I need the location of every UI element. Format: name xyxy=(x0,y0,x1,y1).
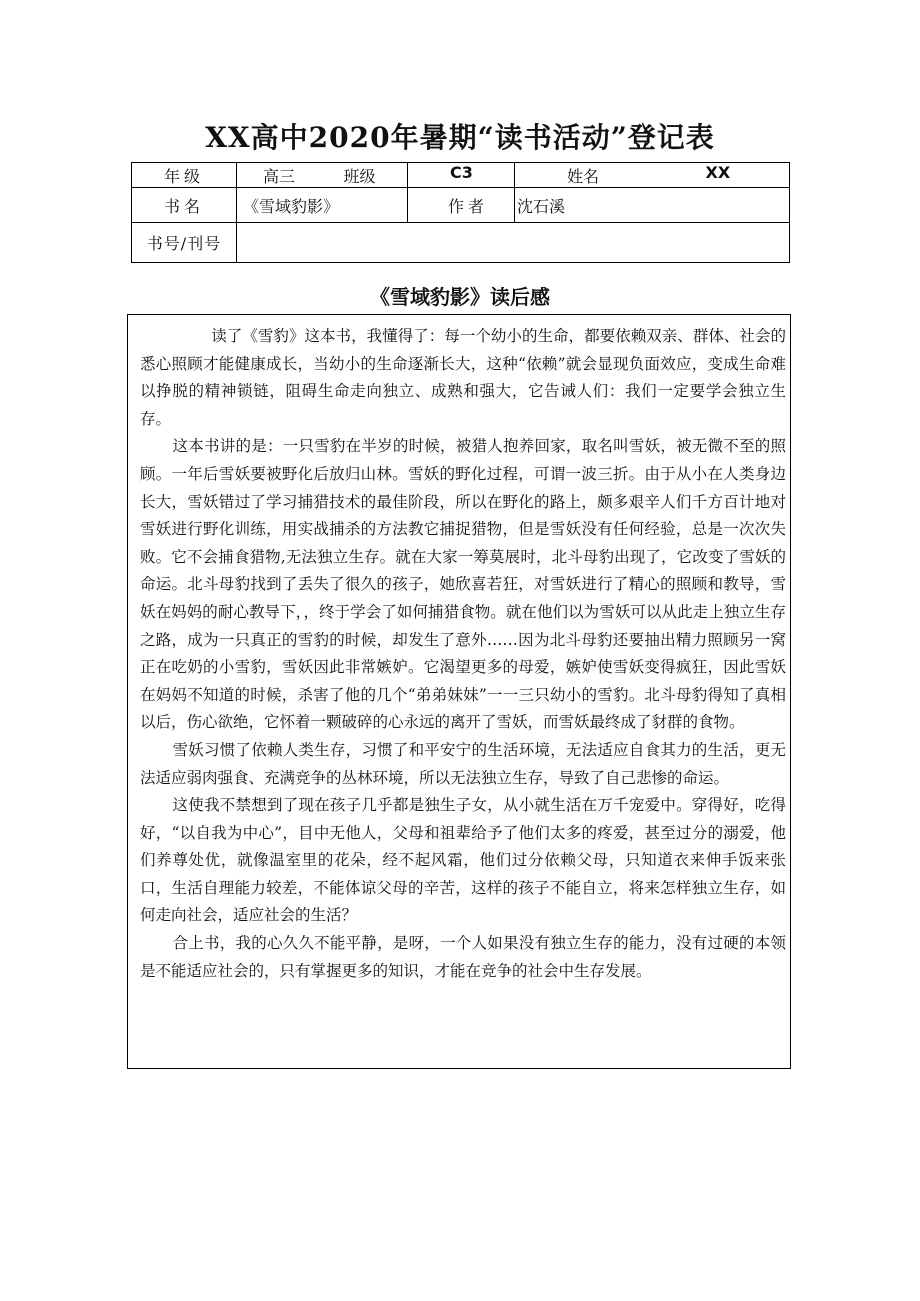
essay-paragraph-5: 合上书，我的心久久不能平静，是呀，一个人如果没有独立生存的能力，没有过硬的本领是不能适应社会的，只有掌握更多的知识，才能在竞争的社会中生存发展。 xyxy=(140,934,786,980)
class-value: C3 xyxy=(408,163,515,188)
grade-label: 年级 xyxy=(132,163,237,188)
form-row-isbn xyxy=(132,223,790,263)
form-row-student xyxy=(132,163,790,188)
author-value: 沈石溪 xyxy=(515,188,790,223)
essay-paragraph-1: 读了《雪豹》这本书，我懂得了：每一个幼小的生命，都要依赖双亲、群体、社会的悉心照顾才能健康成长，当幼小的生命逐渐长大，这种“依赖”就会显现负面效应，变成生命难以挣脱的精神锁链，阻碍生命走向独立、成熟和强大，它告诫人们：我们一定要学会独立生存。 xyxy=(140,327,786,428)
essay-paragraph-4: 这使我不禁想到了现在孩子几乎都是独生子女，从小就生活在万千宠爱中。穿得好，吃得好，“以自我为中心”，目中无他人，父母和祖辈给予了他们太多的疼爱，甚至过分的溺爱，他们养尊处优，就像温室里的花朵，经不起风霜，他们过分依赖父母，只知道衣来伸手饭来张口，生活自理能力较差，不能体谅父母的辛苦，这样的孩子不能自立，将来怎样独立生存，如何走向社会，适应社会的生活？ xyxy=(140,796,786,925)
author-label: 作者 xyxy=(408,188,515,223)
essay-paragraph-3: 雪妖习惯了依赖人类生存，习惯了和平安宁的生活环境，无法适应自食其力的生活，更无法适应弱肉强食、充满竞争的丛林环境，所以无法独立生存，导致了自己悲惨的命运。 xyxy=(140,740,786,787)
essay-title: 《雪域豹影》读后感 xyxy=(370,285,550,309)
form-row-book xyxy=(132,188,790,223)
essay-paragraph-2: 这本书讲的是：一只雪豹在半岁的时候，被猎人抱养回家，取名叫雪妖，被无微不至的照顾。一年后雪妖要被野化后放归山林。雪妖的野化过程，可谓一波三折。由于从小在人类身边长大，雪妖错过了学习捕猎技术的最佳阶段，所以在野化的路上，颇多艰辛人们千方百计地对雪妖进行野化训练，用实战捕杀的方法教它捕捉猎物，但是雪妖没有任何经验，总是一次次失败。它不会捕食猎物,无法独立生存。就在大家一筹莫展时，北斗母豹出现了，它改变了雪妖的命运。北斗母豹找到了丢失了很久的孩子，她欣喜若狂，对雪妖进行了精心的照顾和教导，雪妖在妈妈的耐心教导下，，终于学会了如何捕猎食物。就在他们以为雪妖可以从此走上独立生存之路，成为一只真正的雪豹的时候，却发生了意外……因为北斗母豹还要抽出精力照顾另一窝正在吃奶的小雪豹，雪妖因此非常嫉妒。它渴望更多的母爱，嫉妒使雪妖变得疯狂，因此雪妖在妈妈不知道的时候，杀害了他的几个“弟弟妹妹”一一三只幼小的雪豹。北斗母豹得知了真相以后，伤心欲绝，它怀着一颗破碎的心永远的离开了雪妖，而雪妖最终成了豺群的食物。 xyxy=(140,437,786,732)
class-label: 班级 xyxy=(304,163,408,188)
isbn-value xyxy=(237,223,790,263)
page-title: XX高中2020年暑期“读书活动”登记表 xyxy=(205,121,715,154)
grade-value: 高三 xyxy=(237,163,304,188)
book-title-value: 《雪域豹影》 xyxy=(237,188,408,223)
book-label: 书名 xyxy=(132,188,237,223)
essay-box xyxy=(127,314,791,1069)
name-label: 姓名 xyxy=(515,163,644,188)
name-value: XX xyxy=(644,163,790,188)
registration-form-table xyxy=(131,162,790,263)
isbn-label: 书号/刊号 xyxy=(132,223,237,263)
